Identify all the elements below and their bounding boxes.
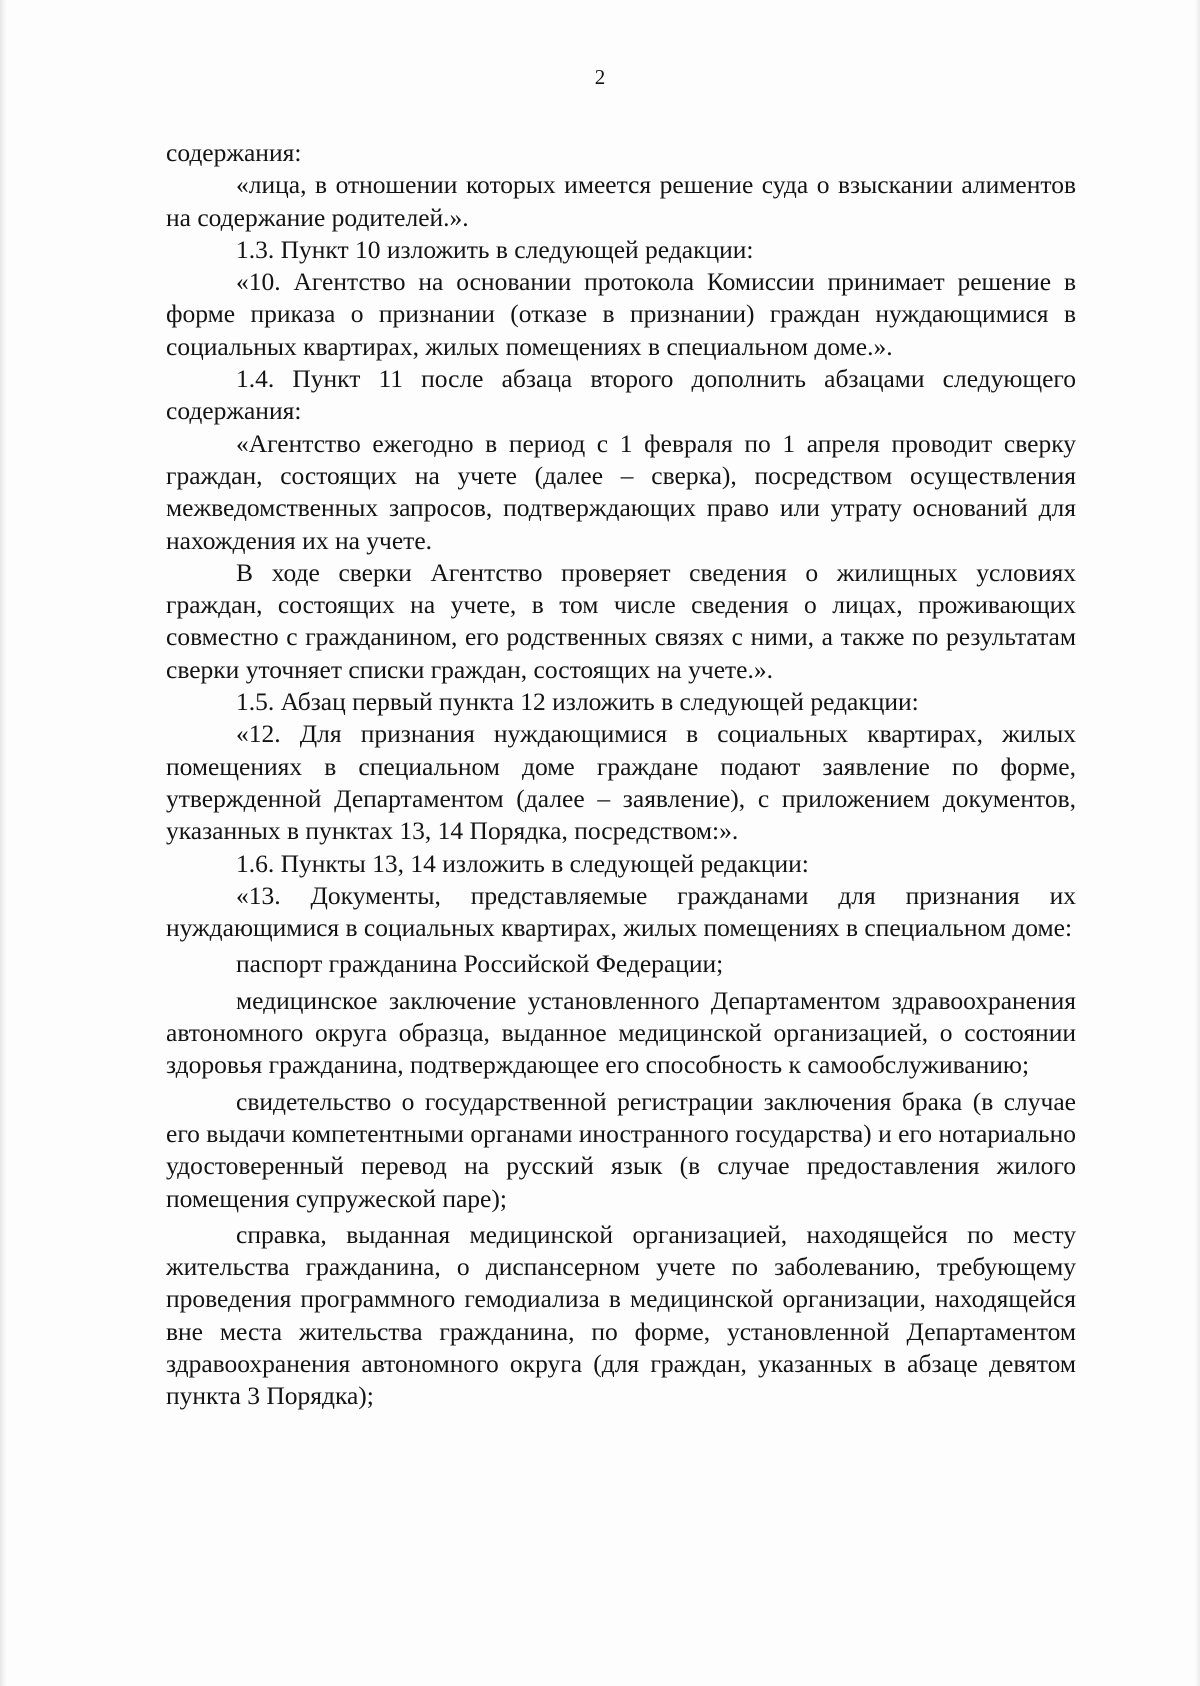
scan-edge-right xyxy=(1195,0,1200,1686)
paragraph: свидетельство о государственной регистрации заключения брака (в случае его выдачи компетентными органами иностранного государства) и его нотариально удостоверенный перевод на русский язык (в случае предоставления жилого помещения супружеской паре); xyxy=(166,1086,1076,1213)
paragraph: справка, выданная медицинской организацией, находящейся по месту жительства гражданина, о диспансерном учете по заболеванию, требующему проведения программного гемодиализа в медицинской организации, находящейся вне места жительства гражданина, по форме, установленной Департаментом здравоохранения автономного округа (для граждан, указанных в абзаце девятом пункта 3 Порядка); xyxy=(166,1219,1076,1411)
paragraph: 1.6. Пункты 13, 14 изложить в следующей редакции: xyxy=(236,848,809,878)
paragraph: «лица, в отношении которых имеется решение суда о взыскании алиментов на содержание родителей.». xyxy=(166,170,1076,232)
page-number: 2 xyxy=(594,65,606,89)
paragraph: 1.3. Пункт 10 изложить в следующей редакции: xyxy=(236,234,754,264)
paragraph: медицинское заключение установленного Департаментом здравоохранения автономного округа образца, выданное медицинской организацией, о состоянии здоровья гражданина, подтверждающее его способность к самообслуживанию; xyxy=(166,985,1076,1080)
document-body xyxy=(166,137,1076,1413)
paragraph: В ходе сверки Агентство проверяет сведения о жилищных условиях граждан, состоящих на учете, в том числе сведения о лицах, проживающих совместно с гражданином, его родственных связях с ними, а также по результатам сверки уточняет списки граждан, состоящих на учете.». xyxy=(166,557,1076,684)
paragraph: «10. Агентство на основании протокола Комиссии принимает решение в форме приказа о признании (отказе в признании) граждан нуждающимися в социальных квартирах, жилых помещениях в специальном доме.». xyxy=(166,267,1076,361)
paragraph: «12. Для признания нуждающимися в социальных квартирах, жилых помещениях в специальном доме граждане подают заявление по форме, утвержденной Департаментом (далее – заявление), с приложением документов, указанных в пунктах 13, 14 Порядка, посредством:». xyxy=(166,719,1076,846)
paragraph: 1.4. Пункт 11 после абзаца второго дополнить абзацами следующего содержания: xyxy=(166,364,1076,426)
paragraph: паспорт гражданина Российской Федерации; xyxy=(236,949,724,979)
paragraph: «Агентство ежегодно в период с 1 февраля по 1 апреля проводит сверку граждан, состоящих на учете (далее – сверка), посредством осуществления межведомственных запросов, подтверждающих право или утрату оснований для нахождения их на учете. xyxy=(166,428,1076,555)
paragraph: содержания: xyxy=(166,138,302,167)
scan-edge-left xyxy=(0,0,7,1686)
paragraph: 1.5. Абзац первый пункта 12 изложить в следующей редакции: xyxy=(236,687,919,717)
paragraph: «13. Документы, представляемые гражданами для признания их нуждающимися в социальных квартирах, жилых помещениях в специальном доме: xyxy=(166,880,1076,943)
